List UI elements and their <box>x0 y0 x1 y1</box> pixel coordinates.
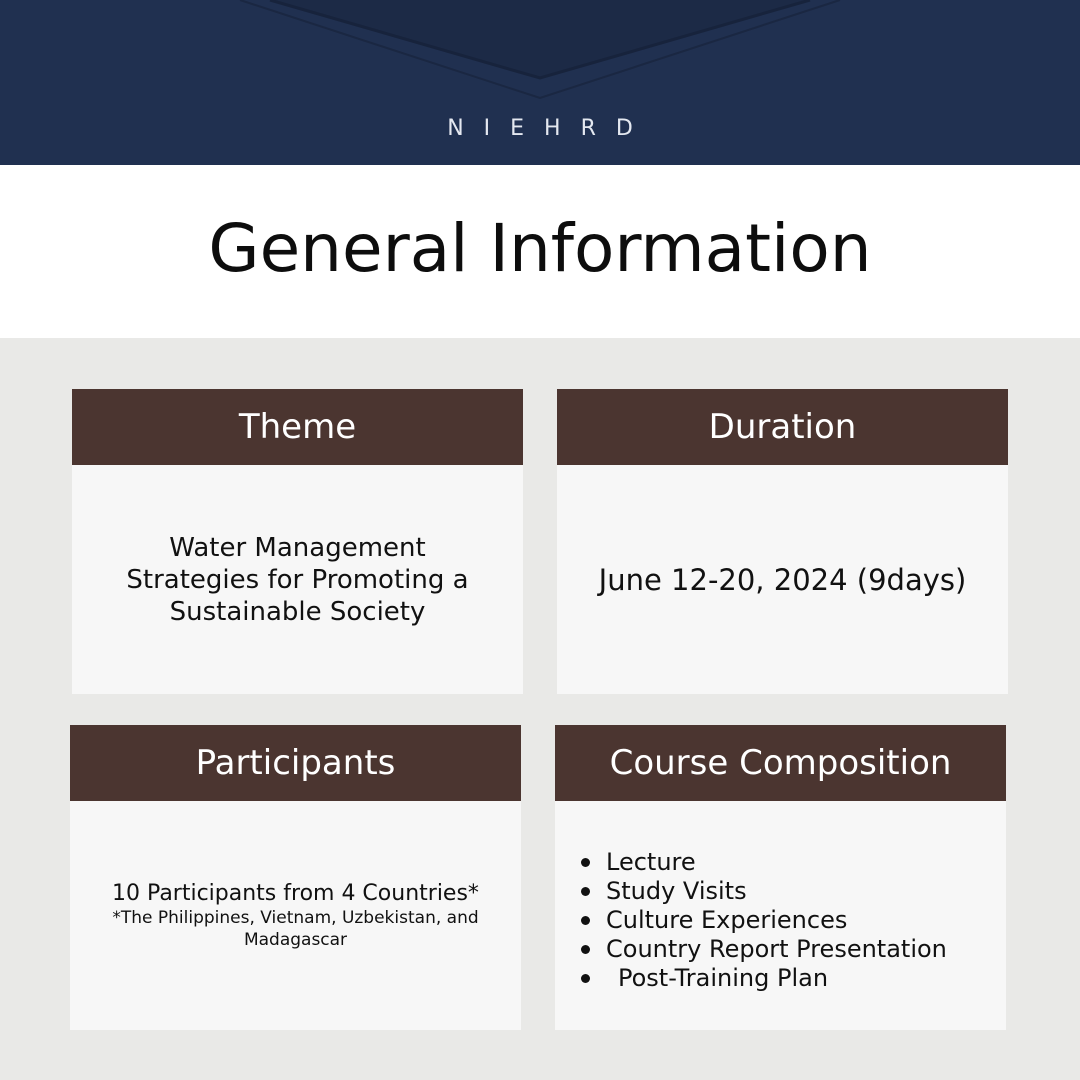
duration-card <box>557 389 1008 694</box>
page-title: General Information <box>208 210 872 287</box>
list-item <box>581 877 947 906</box>
course-item-label: Culture Experiences <box>606 906 848 934</box>
participants-count: 10 Participants from 4 Countries* <box>112 880 479 906</box>
duration-card-body <box>557 465 1008 694</box>
participants-card-body <box>70 801 521 1030</box>
course-item-label: Study Visits <box>606 877 747 905</box>
bullet-icon <box>581 858 590 867</box>
list-item <box>581 964 947 993</box>
theme-card <box>72 389 523 694</box>
bullet-icon <box>581 916 590 925</box>
bullet-icon <box>581 945 590 954</box>
theme-card-body <box>72 465 523 694</box>
course-card-body <box>555 801 1006 1030</box>
course-card <box>555 725 1006 1030</box>
theme-card-header: Theme <box>72 389 523 465</box>
top-banner <box>0 0 1080 165</box>
duration-card-header: Duration <box>557 389 1008 465</box>
bullet-icon <box>581 887 590 896</box>
bullet-icon <box>581 974 590 983</box>
participants-card <box>70 725 521 1030</box>
participants-countries-note: *The Philippines, Vietnam, Uzbekistan, and Madagascar <box>112 907 479 950</box>
course-card-header: Course Composition <box>555 725 1006 801</box>
course-item-label: Lecture <box>606 848 696 876</box>
theme-text: Water Management Strategies for Promoting a Sustainable Society <box>126 532 469 627</box>
list-item <box>581 848 947 877</box>
list-item <box>581 935 947 964</box>
brand-name: NIEHRD <box>447 116 653 141</box>
course-list <box>581 838 947 993</box>
course-item-label: Country Report Presentation <box>606 935 947 963</box>
duration-text: June 12-20, 2024 (9days) <box>598 562 967 597</box>
list-item <box>581 906 947 935</box>
participants-card-header: Participants <box>70 725 521 801</box>
course-item-label: Post-Training Plan <box>618 964 829 992</box>
title-band <box>0 165 1080 338</box>
